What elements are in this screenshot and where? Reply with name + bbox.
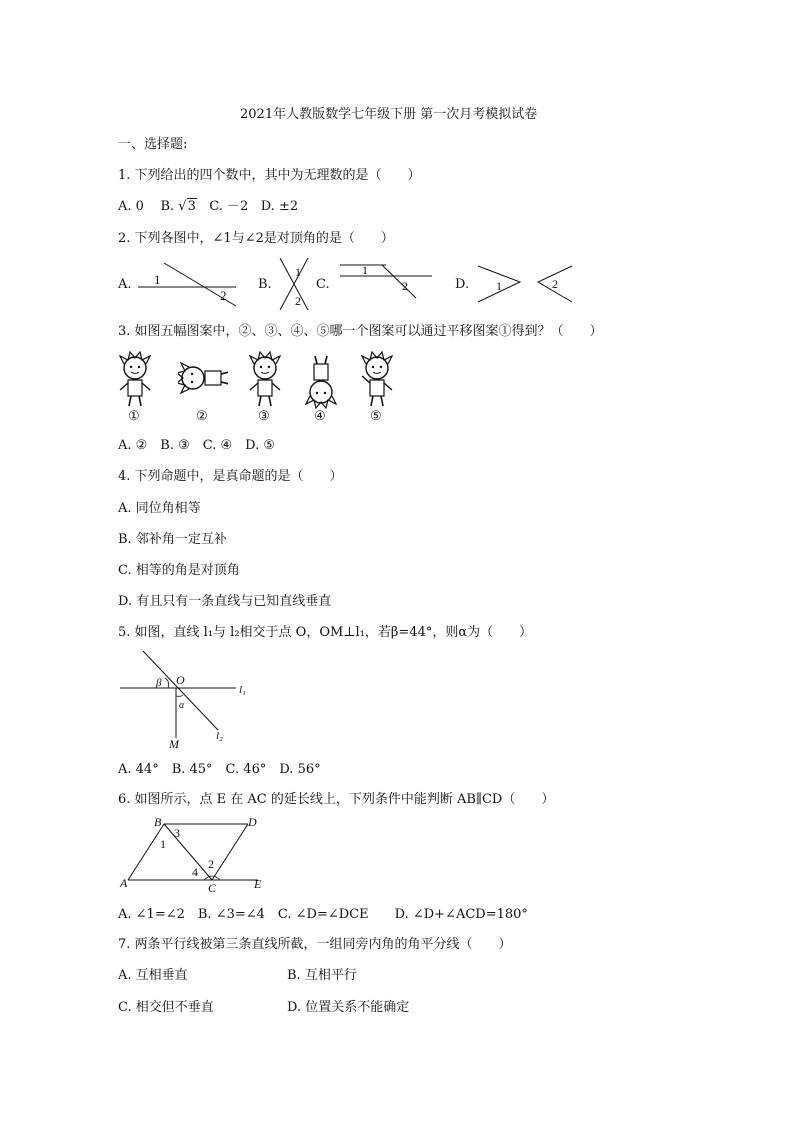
q2-option-a-label: A. <box>118 277 132 292</box>
section-heading: 一、选择题: <box>118 137 188 152</box>
q1-option-b <box>160 199 196 214</box>
q2-stem: 2. 下列各图中，∠1与∠2是对顶角的是（ ） <box>118 231 394 246</box>
q5-line-l2: l₂ <box>216 730 223 742</box>
q2-figure-d <box>476 264 576 304</box>
radical-sign: √ <box>178 199 187 214</box>
q4-option-a: A. 同位角相等 <box>118 501 201 516</box>
q1-stem: 1. 下列给出的四个数中，其中为无理数的是（ ） <box>118 168 421 183</box>
q3-label-2: ② <box>196 408 208 422</box>
q6-angle-3: 3 <box>174 826 180 840</box>
q3-pattern-3 <box>248 350 282 422</box>
q6-point-e: E <box>254 877 262 891</box>
q6-point-d: D <box>248 815 257 829</box>
q5-point-o: O <box>176 673 185 687</box>
q3-label-3: ③ <box>258 408 270 422</box>
q6-options: A. ∠1=∠2 B. ∠3=∠4 C. ∠D=∠DCE D. ∠D+∠ACD=180° <box>118 907 528 922</box>
q1-options <box>118 199 298 215</box>
q7-option-c: C. 相交但不垂直 <box>118 1000 214 1015</box>
q6-figure <box>118 814 268 894</box>
q7-option-b: B. 互相平行 <box>287 968 357 983</box>
q4-option-d: D. 有且只有一条直线与已知直线垂直 <box>118 594 332 609</box>
sqrt-symbol <box>178 199 197 215</box>
q2a-angle-2: 2 <box>220 288 227 303</box>
q3-pattern-4 <box>303 350 339 422</box>
q1-option-c: C. －2 <box>209 199 249 214</box>
q2-figure-b <box>276 256 312 312</box>
q2c-angle-1: 1 <box>362 263 368 277</box>
q6-angle-1: 1 <box>160 837 166 851</box>
q4-option-c: C. 相等的角是对顶角 <box>118 563 240 578</box>
q1-option-b-label: B. <box>160 199 175 214</box>
q3-stem: 3. 如图五幅图案中，②、③、④、⑤哪一个图案可以通过平移图案①得到？（ ） <box>118 324 603 339</box>
q2d-angle-2: 2 <box>552 277 558 291</box>
q5-line-l1: l₁ <box>239 684 246 696</box>
q5-beta-label: β <box>156 677 162 689</box>
radicand: 3 <box>187 199 196 214</box>
q3-pattern-2 <box>178 350 228 422</box>
q5-alpha-label: α <box>179 700 185 711</box>
q2-option-c-label: C. <box>316 277 330 292</box>
q3-pattern-5 <box>360 350 394 422</box>
q2d-angle-1: 1 <box>496 279 502 293</box>
q2-option-b-label: B. <box>258 277 272 292</box>
q6-angle-2: 2 <box>208 857 214 871</box>
q1-option-d: D. ±2 <box>260 199 299 214</box>
q5-point-m: M <box>169 737 179 751</box>
q2b-angle-1: 1 <box>295 265 301 279</box>
q2c-angle-2: 2 <box>402 279 408 293</box>
q6-point-a: A <box>120 876 128 890</box>
q6-angle-4: 4 <box>192 865 198 879</box>
q6-point-c: C <box>208 881 217 894</box>
q2a-angle-1: 1 <box>154 272 161 287</box>
q4-option-b: B. 邻补角一定互补 <box>118 532 227 547</box>
q2-option-d-label: D. <box>455 277 470 292</box>
q5-stem: 5. 如图，直线 l₁与 l₂相交于点 O，OM⊥l₁，若β=44°，则α为（ ） <box>118 625 533 640</box>
q3-pattern-1 <box>118 350 152 422</box>
q1-option-a: A. 0 <box>118 199 144 214</box>
q5-options: A. 44° B. 45° C. 46° D. 56° <box>118 762 321 777</box>
q3-label-1: ① <box>128 408 140 422</box>
q2b-angle-2: 2 <box>295 294 301 308</box>
q7-stem: 7. 两条平行线被第三条直线所截，一组同旁内角的角平分线（ ） <box>118 937 512 952</box>
q2-figure-a <box>136 258 240 308</box>
q3-label-4: ④ <box>314 408 326 422</box>
q7-option-d: D. 位置关系不能确定 <box>287 1000 410 1015</box>
q7-option-a: A. 互相垂直 <box>118 968 188 983</box>
q6-point-b: B <box>154 815 162 829</box>
q5-figure <box>118 648 258 752</box>
q3-options: A. ② B. ③ C. ④ D. ⑤ <box>118 438 276 453</box>
q4-stem: 4. 下列命题中，是真命题的是（ ） <box>118 469 343 484</box>
q3-label-5: ⑤ <box>370 408 382 422</box>
q6-stem: 6. 如图所示，点 E 在 AC 的延长线上，下列条件中能判断 AB∥CD（ ） <box>118 792 555 807</box>
q2-figure-c <box>336 254 436 300</box>
page-title: 2021年人教版数学七年级下册 第一次月考模拟试卷 <box>240 107 538 122</box>
